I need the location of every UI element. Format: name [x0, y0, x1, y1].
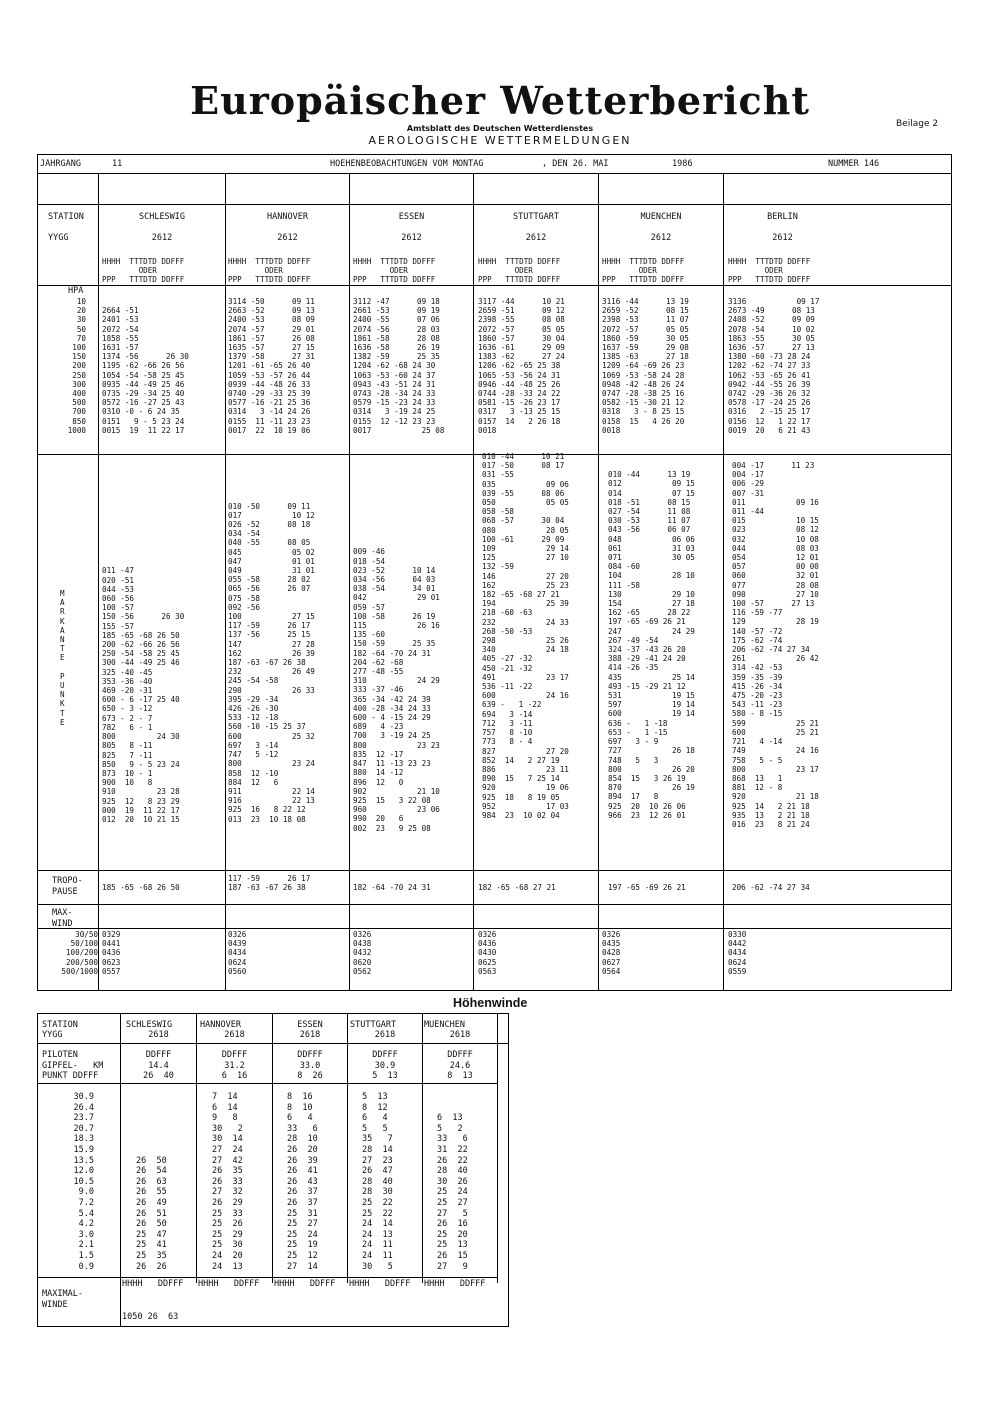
hw-station-name: STUTTGART	[350, 1020, 397, 1030]
hw-station-label: STATION	[42, 1020, 78, 1030]
hw-gipfel: DDFFF 24.6 8 13	[447, 1050, 473, 1082]
column-header: HHHH TTTDTD DDFFF ODER PPP TTTDTD DDFFF	[602, 257, 685, 285]
year: 1986	[672, 159, 693, 169]
station-yygg: 2612	[401, 233, 422, 243]
column-header: HHHH TTTDTD DDFFF ODER PPP TTTDTD DDFFF	[228, 257, 311, 285]
tropopause: 117 -59 26 17 187 -63 -67 26 38	[228, 874, 311, 893]
divider	[37, 904, 952, 905]
divider	[37, 204, 952, 205]
standard-levels: 3117 -44 10 21 2659 -51 09 12 2398 -55 08 08 2072 -57 05 05 1860 -57 30 04 1636 -61 29 09 1383 -62 27 24 1206 -62 -65 25 38 1065 -53 -56 24 31 0946 -44 -48 25 26 0744 -28 -33 24 22 0581 -15 -26 23 17 0317 3 -13 25 15 0157 14 2 26 18 0018	[478, 297, 565, 435]
maxwind-levels: 30/50 50/100 100/200 200/500 500/1000	[61, 930, 98, 976]
hw-station-yygg: 2618	[299, 1030, 321, 1040]
hw-gipfel: DDFFF 30.9 5 13	[372, 1050, 398, 1082]
standard-levels: 2664 -51 2401 -53 2072 -54 1858 -55 1631 -57 1374 -56 26 30 1195 -62 -66 26 56 1054 -54 -58 25 45 0935 -44 -49 25 46 0735 -29 -34 25 40 0572 -16 -27 25 43 0310 -0 - 6 24 35 0151 9 - 5 23 24 0015 19 11 22 17	[102, 306, 189, 435]
hw-station-name: MUENCHEN	[424, 1020, 465, 1030]
tropopause: 182 -64 -70 24 31	[353, 883, 431, 893]
tropopause: 182 -65 -68 27 21	[478, 883, 556, 893]
yygg-label: YYGG	[48, 233, 69, 243]
station-yygg: 2612	[650, 233, 672, 243]
page-title: Europäischer Wetterbericht	[190, 78, 810, 123]
column-header: HHHH TTTDTD DDFFF ODER PPP TTTDTD DDFFF	[728, 257, 811, 285]
significant-levels: 004 -17 11 23 004 -17 006 -29 007 -31 011 09 16 011 -44 015 10 15 023 08 12 032 10 08 044 08 03 054 12 01 057 00 00 060 32 01 077 28 08 090 27 10 100 -57 27 13 116 -59 -77 129 28 19 140 -57 -72 175 -62 -74 206 -62 -74 27 34 261 26 42 314 -42 -53 359 -35 -39 415 -26 -34 475 -20 -23 543 -11 -23 580 - 8 -15 599 25 21 600 25 21 721 4 -14 749 24 16 758 5 - 5 800 23 17 868 13 1 881 12 - 8 920 21 18 925 14 2 21 18 935 13 2 21 18 016 23 8 21 24	[732, 461, 819, 829]
significant-levels: 010 -44 10 21 017 -50 08 17 031 -55 035 09 06 039 -55 08 06 050 05 05 058 -58 068 -57 30 04 080 28 05 100 -61 29 09 109 29 14 125 27 10 132 -59 146 27 20 162 25 23 182 -65 -68 27 21 194 25 39 218 -60 -63 232 24 33 268 -50 -53 298 25 26 340 24 18 405 -27 -32 450 -21 -32 491 23 17 536 -11 -22 600 24 16 639 - 1 -22 694 3 -14 712 3 -11 757 8 -10 773 8 - 4 827 27 20 852 14 2 27 19 886 23 11 890 15 7 25 14 920 19 06 925 18 8 19 05 952 17 03 984 23 10 02 04	[482, 452, 569, 820]
jahrgang-label: JAHRGANG	[40, 159, 81, 169]
hpa-label: HPA	[68, 286, 84, 296]
standard-levels: 3112 -47 09 18 2661 -53 09 19 2400 -55 07 06 2074 -56 28 03 1861 -58 28 08 1636 -58 26 19 1382 -59 25 35 1204 -62 -68 24 30 1063 -53 -60 24 37 0943 -43 -51 24 31 0743 -28 -34 24 33 0579 -15 -23 24 33 0314 3 -19 24 25 0155 12 -12 23 23 0017 25 08	[353, 297, 445, 435]
hw-gipfel: DDFFF 33.0 8 26	[297, 1050, 323, 1082]
station-yygg: 2612	[525, 233, 547, 243]
column-header: HHHH TTTDTD DDFFF ODER PPP TTTDTD DDFFF	[102, 257, 185, 285]
hw-footer: HHHH DDFFF	[274, 1279, 336, 1289]
nummer: NUMMER 146	[828, 159, 880, 169]
hw-station-yygg: 2618	[374, 1030, 396, 1040]
tropopause: 197 -65 -69 26 21	[608, 883, 686, 893]
divider	[37, 173, 952, 174]
hw-station-yygg: 2618	[224, 1030, 245, 1040]
pressure-levels: 10 20 30 50 70 100 150 200 250 300 400 500 700 850 1000	[67, 297, 86, 435]
hw-station-yygg: 2618	[148, 1030, 169, 1040]
maxwind-label: MAX- WIND	[52, 908, 73, 929]
hw-maximal-label: MAXIMAL- WINDE	[42, 1289, 83, 1310]
significant-levels: 009 -46 018 -54 023 -52 10 14 034 -56 04 03 038 -54 34 01 042 29 01 059 -57 100 -58 26 19 115 26 16 135 -60 150 -59 25 35 182 -64 -70 24 31 204 -62 -68 277 -48 -55 310 24 29 333 -37 -46 365 -34 -42 24 39 400 -28 -34 24 33 600 - 4 -15 24 29 689 4 -23 700 3 -19 24 25 800 23 23 835 12 -17 847 11 -13 23 23 880 14 -12 896 12 0 902 21 10 925 15 3 22 08 960 23 06 990 20 6 002 23 9 25 08	[353, 547, 440, 833]
page-subtitle: Amtsblatt des Deutschen Wetterdienstes	[406, 124, 594, 133]
station-yygg: 2612	[277, 233, 298, 243]
date: , DEN 26. MAI	[542, 159, 609, 169]
divider	[349, 173, 350, 991]
hw-station-name: HANNOVER	[200, 1020, 241, 1030]
maxwind-values: 0326 0435 0428 0627 0564	[602, 930, 621, 976]
divider	[497, 1013, 498, 1283]
standard-levels: 3114 -50 09 11 2663 -52 09 13 2400 -53 08 09 2074 -57 29 01 1861 -57 26 08 1635 -57 27 15 1379 -58 27 31 1201 -61 -65 26 40 1059 -53 -57 26 44 0939 -44 -48 26 33 0740 -29 -33 25 39 0577 -16 -21 25 36 0314 3 -14 24 26 0155 11 -11 23 23 0017 22 10 19 06	[228, 297, 315, 435]
section-title: AEROLOGISCHE WETTERMELDUNGEN	[368, 134, 632, 147]
divider	[98, 173, 99, 991]
station-label: STATION	[48, 212, 84, 222]
hw-footer: HHHH DDFFF	[349, 1279, 411, 1289]
manteil-label: M A R K A N T E P U N K T E	[60, 589, 65, 727]
hw-gipfel: DDFFF 31.2 6 16	[221, 1050, 248, 1082]
divider	[723, 173, 724, 991]
hw-winds: 7 14 6 14 9 8 30 2 30 14 27 24 27 42 26 35 26 33 27 32 26 29 25 33 25 26 25 29 25 30 24 20 24 13	[212, 1092, 243, 1272]
station-name: BERLIN	[767, 212, 798, 222]
beilage-label: Beilage 2	[896, 119, 939, 129]
column-header: HHHH TTTDTD DDFFF ODER PPP TTTDTD DDFFF	[353, 257, 436, 285]
station-name: STUTTGART	[512, 212, 560, 222]
hw-winds: 6 13 5 2 33 6 31 22 26 22 28 40 30 26 25 24 25 27 27 5 26 16 25 20 25 13 26 15 27 9	[437, 1113, 468, 1272]
tropopause: 185 -65 -68 26 50	[102, 883, 180, 893]
hw-winds: 5 13 8 12 6 4 5 5 35 7 28 14 27 23 26 47 28 40 28 30 25 22 25 22 24 14 24 13 24 11 24 11 30 5	[362, 1092, 393, 1272]
divider	[473, 173, 474, 991]
tropopause: 206 -62 -74 27 34	[732, 883, 810, 893]
hw-station-name: ESSEN	[297, 1020, 323, 1030]
tropo-label: TROPO- PAUSE	[52, 876, 83, 897]
hw-yygg-label: YYGG	[42, 1030, 63, 1040]
maxwind-values: 0326 0438 0432 0620 0562	[353, 930, 372, 976]
station-yygg: 2612	[772, 233, 793, 243]
hw-winds: 26 50 26 54 26 63 26 55 26 49 26 51 26 50 25 47 25 41 25 35 26 26	[136, 1155, 167, 1272]
divider	[598, 173, 599, 991]
maxwind-values: 0326 0436 0430 0625 0563	[478, 930, 497, 976]
hw-station-yygg: 2618	[449, 1030, 471, 1040]
station-name: HANNOVER	[267, 212, 308, 222]
standard-levels: 3136 09 17 2673 -49 08 13 2408 -52 09 09 2078 -54 10 02 1863 -55 30 05 1636 -57 27 13 1380 -60 -73 28 24 1202 -62 -74 27 33 1062 -53 -65 26 41 0942 -44 -55 26 39 0742 -29 -36 26 32 0578 -17 -24 25 26 0316 2 -15 25 17 0156 12 1 22 17 0019 20 6 21 43	[728, 297, 820, 435]
headline: HOEHENBEOBACHTUNGEN VOM MONTAG	[330, 159, 484, 169]
significant-levels: 010 -44 13 19 012 09 15 014 07 15 018 -51 08 15 027 -54 11 08 030 -53 11 07 043 -56 06 07 048 06 06 061 31 03 071 30 05 084 -60 104 28 10 111 -58 130 29 10 154 27 18 162 -65 28 22 197 -65 -69 26 21 247 24 29 267 -49 -54 324 -37 -43 26 20 388 -29 -41 24 20 414 -26 -35 435 25 14 493 -15 -29 21 12 531 19 15 597 19 14 600 19 14 636 - 1 -18 653 - 1 -15 697 3 - 9 727 26 18 748 5 3 800 26 20 854 15 3 26 19 870 26 19 894 17 8 925 20 10 26 06 966 23 12 26 01	[608, 470, 695, 820]
hw-footer: HHHH DDFFF	[198, 1279, 260, 1289]
column-header: HHHH TTTDTD DDFFF ODER PPP TTTDTD DDFFF	[478, 257, 561, 285]
divider	[37, 870, 952, 871]
jahrgang-value: 11	[112, 159, 123, 169]
significant-levels: 010 -50 09 11 017 10 12 026 -52 08 18 034 -54 040 -55 08 05 045 05 02 047 01 01 049 31 01 055 -58 28 02 065 -56 26 07 075 -58 092 -56 100 27 15 117 -59 26 17 137 -56 25 15 147 27 28 162 26 39 187 -63 -67 26 38 232 26 49 245 -54 -58 290 26 33 395 -29 -34 426 -26 -30 533 -12 -18 560 -10 -15 25 37 600 25 32 697 3 -14 747 5 -12 800 23 24 858 12 -10 884 12 6 911 22 14 916 22 13 925 16 8 22 12 013 23 10 18 08	[228, 501, 315, 824]
maxwind-values: 0330 0442 0434 0624 0559	[728, 930, 747, 976]
hw-gipfel: DDFFF 14.4 26 40	[143, 1050, 174, 1082]
hoehenwinde-title: Höhenwinde	[453, 996, 528, 1010]
hw-station-name: SCHLESWIG	[126, 1020, 173, 1030]
divider	[37, 1083, 497, 1084]
maxwind-values: 0329 0441 0436 0623 0557	[102, 930, 121, 976]
hw-heights: 30.9 26.4 23.7 20.7 18.3 15.9 13.5 12.0 10.5 9.0 7.2 5.4 4.2 3.0 2.1 1.5 0.9	[73, 1092, 94, 1272]
maxwind-values: 0326 0439 0434 0624 0560	[228, 930, 247, 976]
divider	[225, 173, 226, 991]
station-name: ESSEN	[398, 212, 425, 222]
station-name: SCHLESWIG	[138, 212, 186, 222]
station-yygg: 2612	[151, 233, 173, 243]
standard-levels: 3116 -44 13 19 2659 -52 08 15 2398 -53 11 07 2072 -57 05 05 1860 -59 30 05 1637 -59 29 08 1385 -63 27 18 1209 -64 -69 26 23 1069 -53 -58 24 28 0948 -42 -48 26 24 0747 -28 -38 25 16 0582 -15 -30 21 12 0318 3 - 8 25 15 0158 15 4 26 20 0018	[602, 297, 689, 435]
significant-levels: 011 -47 020 -51 044 -53 060 -56 100 -57 150 -56 26 30 155 -57 185 -65 -68 26 50 200 -62 -66 26 56 250 -54 -58 25 45 300 -44 -49 25 46 325 -40 -45 353 -36 -40 469 -20 -31 600 - 6 -17 25 40 650 - 3 -12 673 - 2 - 7 782 6 - 1 800 24 30 805 8 -11 825 7 -11 850 9 - 5 23 24 873 10 - 1 900 10 8 910 23 28 925 12 8 23 29 000 19 11 22 17 012 20 10 21 15	[102, 566, 185, 824]
hw-max: 1050 26 63	[122, 1312, 179, 1322]
hw-footer: HHHH DDFFF	[424, 1279, 486, 1289]
hw-winds: 8 16 8 10 6 4 33 6 28 10 26 20 26 39 26 41 26 43 26 37 26 37 25 31 25 27 25 24 25 19 25 12 27 14	[287, 1092, 318, 1272]
hw-piloten-label: PILOTEN GIPFEL- KM PUNKT DDFFF	[42, 1050, 104, 1082]
divider	[37, 285, 952, 286]
hw-footer: HHHH DDFFF	[122, 1279, 184, 1289]
station-name: MUENCHEN	[640, 212, 682, 222]
